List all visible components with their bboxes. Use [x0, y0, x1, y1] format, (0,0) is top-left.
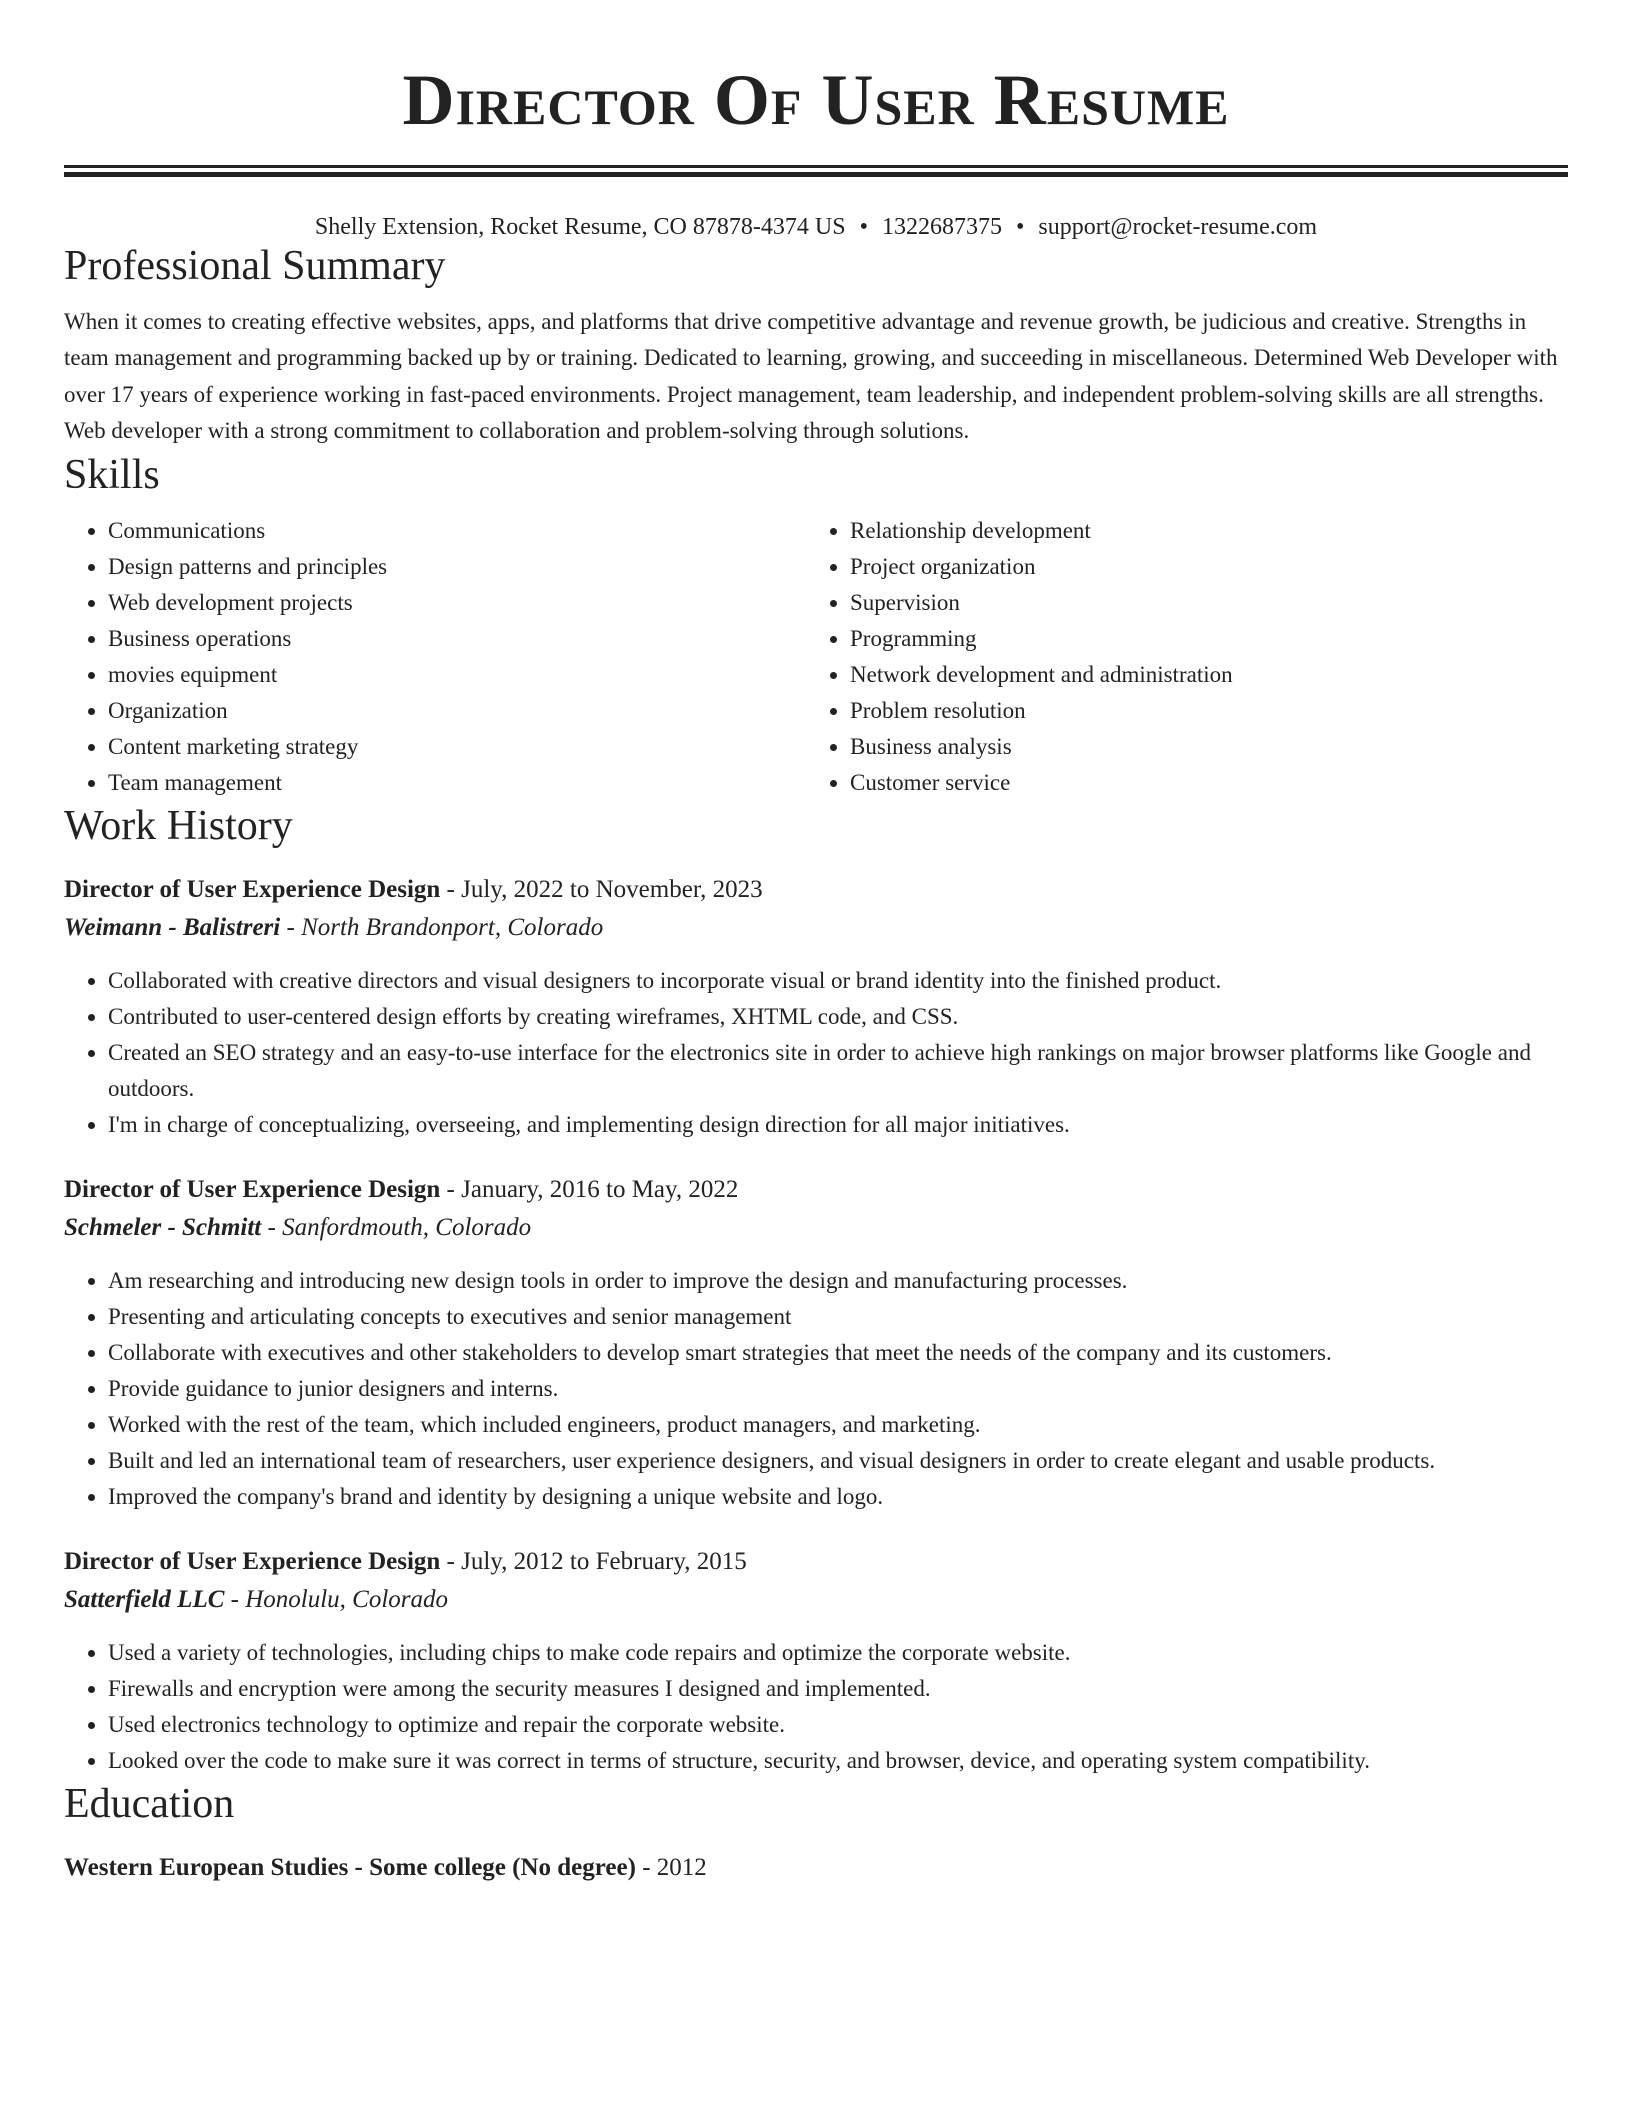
job-dates: January, 2016 to May, 2022: [461, 1175, 739, 1203]
job-duty: • Worked with the rest of the team, which included engineers, product managers, and marketing.: [108, 1407, 1568, 1443]
job-duty: • Provide guidance to junior designers and interns.: [108, 1371, 1568, 1407]
contact-address: Shelly Extension, Rocket Resume, CO 87878-4374 US: [314, 214, 846, 240]
job-dates: July, 2022 to November, 2023: [461, 875, 763, 903]
job-entry: [64, 1171, 1568, 1515]
work-history-heading: Work History: [64, 802, 293, 849]
skill-item: • Problem resolution: [850, 693, 1548, 729]
job-duty: • Created an SEO strategy and an easy-to-use interface for the electronics site in order to achieve high rankings on major browser platforms like Google and outdoors.: [108, 1035, 1568, 1107]
job-duty: • I'm in charge of conceptualizing, overseeing, and implementing design direction for all major initiatives.: [108, 1107, 1568, 1143]
title-divider: [64, 165, 1568, 177]
contact-email: support@rocket-resume.com: [1038, 214, 1318, 240]
education-degree: Western European Studies - Some college (No degree): [64, 1853, 636, 1881]
skills-list: [64, 513, 1568, 801]
education-year: 2012: [656, 1853, 707, 1881]
job-title: Director of User Experience Design: [64, 875, 441, 903]
contact-separator: •: [1015, 214, 1025, 240]
job-duty: • Used a variety of technologies, including chips to make code repairs and optimize the corporate website.: [108, 1635, 1568, 1671]
job-duty: • Firewalls and encryption were among the security measures I designed and implemented.: [108, 1671, 1568, 1707]
skill-item: • Content marketing strategy: [108, 729, 806, 765]
job-location: Honolulu, Colorado: [245, 1585, 449, 1613]
job-heading: Director of User Experience Design - January, 2016 to May, 2022: [64, 1175, 739, 1203]
skill-item: • movies equipment: [108, 657, 806, 693]
job-duty: • Used electronics technology to optimize and repair the corporate website.: [108, 1707, 1568, 1743]
skills-heading: Skills: [64, 451, 160, 498]
summary-heading: Professional Summary: [64, 243, 446, 289]
job-heading: Director of User Experience Design - July, 2012 to February, 2015: [64, 1547, 747, 1575]
skill-item: • Communications: [108, 513, 806, 549]
job-duty: • Collaborated with creative directors and visual designers to incorporate visual or brand identity into the finished product.: [108, 963, 1568, 999]
skill-item: • Business operations: [108, 621, 806, 657]
job-employer: Satterfield LLC - Honolulu, Colorado: [64, 1585, 449, 1613]
skills-column-right: [806, 513, 1548, 801]
skill-item: • Team management: [108, 765, 806, 801]
job-duty: • Built and led an international team of researchers, user experience designers, and visual designers in order to create elegant and usable products.: [108, 1443, 1568, 1479]
job-duty: • Presenting and articulating concepts to executives and senior management: [108, 1299, 1568, 1335]
job-duties: [64, 963, 1568, 1143]
skill-item: • Business analysis: [850, 729, 1548, 765]
job-company: Weimann - Balistreri: [64, 913, 281, 941]
skill-item: • Network development and administration: [850, 657, 1548, 693]
job-duty: • Improved the company's brand and identity by designing a unique website and logo.: [108, 1479, 1568, 1515]
skill-item: • Web development projects: [108, 585, 806, 621]
job-entry: [64, 871, 1568, 1143]
summary-text: When it comes to creating effective websites, apps, and platforms that drive competitive advantage and revenue growth, be judicious and creative. Strengths in team management and programming backed up by or training. Dedicated to learning, growing, and succeeding in miscellaneous. Determined Web Developer with over 17 years of experience working in fast-paced environments. Project management, team leadership, and independent problem-solving skills are all strengths. Web developer with a strong commitment to collaboration and problem-solving through solutions.: [64, 309, 1558, 444]
skill-item: • Supervision: [850, 585, 1548, 621]
contact-separator: •: [859, 214, 868, 240]
job-title: Director of User Experience Design: [64, 1547, 441, 1575]
job-duty: • Looked over the code to make sure it was correct in terms of structure, security, and browser, device, and operating system compatibility.: [108, 1743, 1568, 1779]
job-employer: Schmeler - Schmitt - Sanfordmouth, Colorado: [64, 1213, 532, 1241]
job-duties: [64, 1263, 1568, 1515]
skill-item: • Programming: [850, 621, 1548, 657]
contact-line: [64, 213, 1568, 241]
job-dates: July, 2012 to February, 2015: [461, 1547, 747, 1575]
skill-item: • Relationship development: [850, 513, 1548, 549]
education-entry: Western European Studies - Some college (No degree) - 2012: [64, 1853, 707, 1881]
education-heading: Education: [64, 1780, 235, 1827]
job-title: Director of User Experience Design: [64, 1175, 441, 1203]
job-duty: • Am researching and introducing new design tools in order to improve the design and manufacturing processes.: [108, 1263, 1568, 1299]
job-duty: • Collaborate with executives and other stakeholders to develop smart strategies that meet the needs of the company and its customers.: [108, 1335, 1568, 1371]
skill-item: • Project organization: [850, 549, 1548, 585]
job-duties: [64, 1635, 1568, 1779]
job-location: Sanfordmouth, Colorado: [282, 1213, 532, 1241]
skill-item: • Design patterns and principles: [108, 549, 806, 585]
job-entry: [64, 1543, 1568, 1779]
job-company: Schmeler - Schmitt: [64, 1213, 262, 1241]
job-heading: Director of User Experience Design - July, 2022 to November, 2023: [64, 875, 763, 903]
resume-title: Director Of User Resume: [402, 60, 1230, 140]
job-location: North Brandonport, Colorado: [301, 913, 604, 941]
job-company: Satterfield LLC: [64, 1585, 225, 1613]
skill-item: • Organization: [108, 693, 806, 729]
skills-column-left: [64, 513, 806, 801]
skill-item: • Customer service: [850, 765, 1548, 801]
job-duty: • Contributed to user-centered design efforts by creating wireframes, XHTML code, and CSS.: [108, 999, 1568, 1035]
job-employer: Weimann - Balistreri - North Brandonport, Colorado: [64, 913, 604, 941]
contact-phone: 1322687375: [881, 214, 1002, 240]
